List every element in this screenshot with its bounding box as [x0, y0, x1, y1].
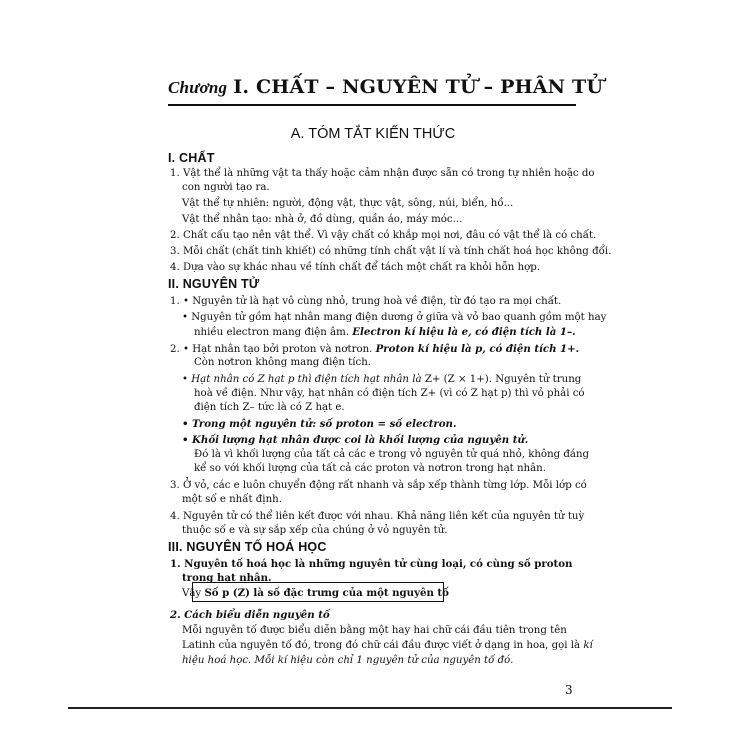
text-line: trong hạt nhân.	[182, 572, 272, 584]
text-line: Đó là vì khối lượng của tất cả các e trong vỏ nguyên tử quá nhỏ, không đáng	[194, 449, 590, 460]
text-line: 4. Dựa vào sự khác nhau về tính chất để tách một chất ra khỏi hỗn hợp.	[170, 262, 541, 273]
text-line: 1. Nguyên tố hoá học là những nguyên tử cùng loại, có cùng số proton	[170, 558, 573, 570]
text-run: Vậy	[182, 588, 205, 599]
text-line: 2. Chất cấu tạo nên vật thể. Vì vậy chất có khắp mọi nơi, đâu có vật thể là có chất.	[170, 230, 597, 241]
text-line: con người tạo ra.	[182, 182, 270, 193]
text-line: hiệu hoá học. Mỗi kí hiệu còn chỉ 1 nguyên tử của nguyên tố đó.	[182, 655, 514, 666]
text-run: 2. • Hạt nhân tạo bởi proton và nơtron.	[170, 344, 376, 355]
text-run: Z+ (Z × 1+). Nguyên tử trung	[421, 374, 582, 385]
text-line: Vật thể nhân tạo: nhà ở, đồ dùng, quần áo, máy móc...	[182, 214, 463, 225]
text-line	[170, 342, 579, 357]
text-line	[194, 325, 576, 340]
page-bottom-rule	[68, 707, 672, 709]
text-line: • Khối lượng hạt nhân được coi là khối lượng của nguyên tử.	[182, 434, 529, 446]
text-line: 2. Cách biểu diễn nguyên tố	[170, 609, 330, 621]
chapter-word: Chương	[168, 78, 228, 97]
text-line: thuộc số e và sự sắp xếp của chúng ở vỏ nguyên tử.	[182, 525, 448, 536]
text-line: điện tích Z– tức là có Z hạt e.	[194, 402, 345, 413]
emphasis-text: kí	[583, 640, 593, 651]
emphasis-text: • Hạt nhân có Z hạt p thì điện tích hạt nhân là	[182, 374, 422, 385]
page-number: 3	[565, 683, 573, 697]
chapter-title	[168, 76, 604, 106]
section-heading-chat: I. CHẤT	[168, 151, 215, 165]
text-run: nhiều electron mang điện âm.	[194, 327, 353, 338]
emphasis-text: Proton kí hiệu là p, có điện tích 1+.	[375, 343, 580, 355]
section-heading-nguyen-to: III. NGUYÊN TỐ HOÁ HỌC	[168, 540, 327, 554]
text-line: 1. • Nguyên tử là hạt vô cùng nhỏ, trung hoà về điện, từ đó tạo ra mọi chất.	[170, 296, 562, 307]
text-line: hoà về điện. Như vậy, hạt nhân có điện tích Z+ (vì có Z hạt p) thì vỏ phải có	[194, 388, 585, 399]
section-heading-a: A. TÓM TẮT KIẾN THỨC	[290, 126, 456, 142]
chapter-heading: I. CHẤT – NGUYÊN TỬ – PHÂN TỬ	[233, 76, 604, 98]
section-heading-nguyen-tu: II. NGUYÊN TỬ	[168, 277, 260, 291]
text-line: • Trong một nguyên tử: số proton = số electron.	[182, 418, 457, 430]
emphasis-text: Electron kí hiệu là e, có điện tích là 1–.	[352, 326, 576, 338]
text-line: Vật thể tự nhiên: người, động vật, thực vật, sông, núi, biển, hồ...	[182, 198, 514, 209]
text-run: Latinh của nguyên tố đó, trong đó chữ cái đầu được viết ở dạng in hoa, gọi là	[182, 640, 584, 651]
text-line: một số e nhất định.	[182, 494, 282, 505]
text-line	[182, 373, 581, 387]
text-line: 3. Mỗi chất (chất tinh khiết) có những tính chất vật lí và tính chất hoá học không đổi.	[170, 246, 612, 257]
chapter-underline	[168, 104, 576, 106]
boxed-statement: Số p (Z) là số đặc trưng của một nguyên tố	[204, 587, 449, 599]
text-line: • Nguyên tử gồm hạt nhân mang điện dương ở giữa và vỏ bao quanh gồm một hay	[182, 312, 607, 323]
text-line: 4. Nguyên tử có thể liên kết được với nhau. Khả năng liên kết của nguyên tử tuỳ	[170, 511, 585, 522]
text-line: 1. Vật thể là những vật ta thấy hoặc cảm nhận được sẵn có trong tự nhiên hoặc do	[170, 168, 595, 179]
text-line: 3. Ở vỏ, các e luôn chuyển động rất nhanh và sắp xếp thành từng lớp. Mỗi lớp có	[170, 480, 587, 491]
text-line	[182, 586, 449, 601]
text-line	[182, 639, 593, 653]
text-line: Mỗi nguyên tố được biểu diễn bằng một hay hai chữ cái đầu tiên trong tên	[182, 625, 567, 636]
text-line: Còn nơtron không mang điện tích.	[194, 357, 372, 368]
text-line: kể so với khối lượng của tất cả các proton và nơtron trong hạt nhân.	[194, 463, 546, 474]
